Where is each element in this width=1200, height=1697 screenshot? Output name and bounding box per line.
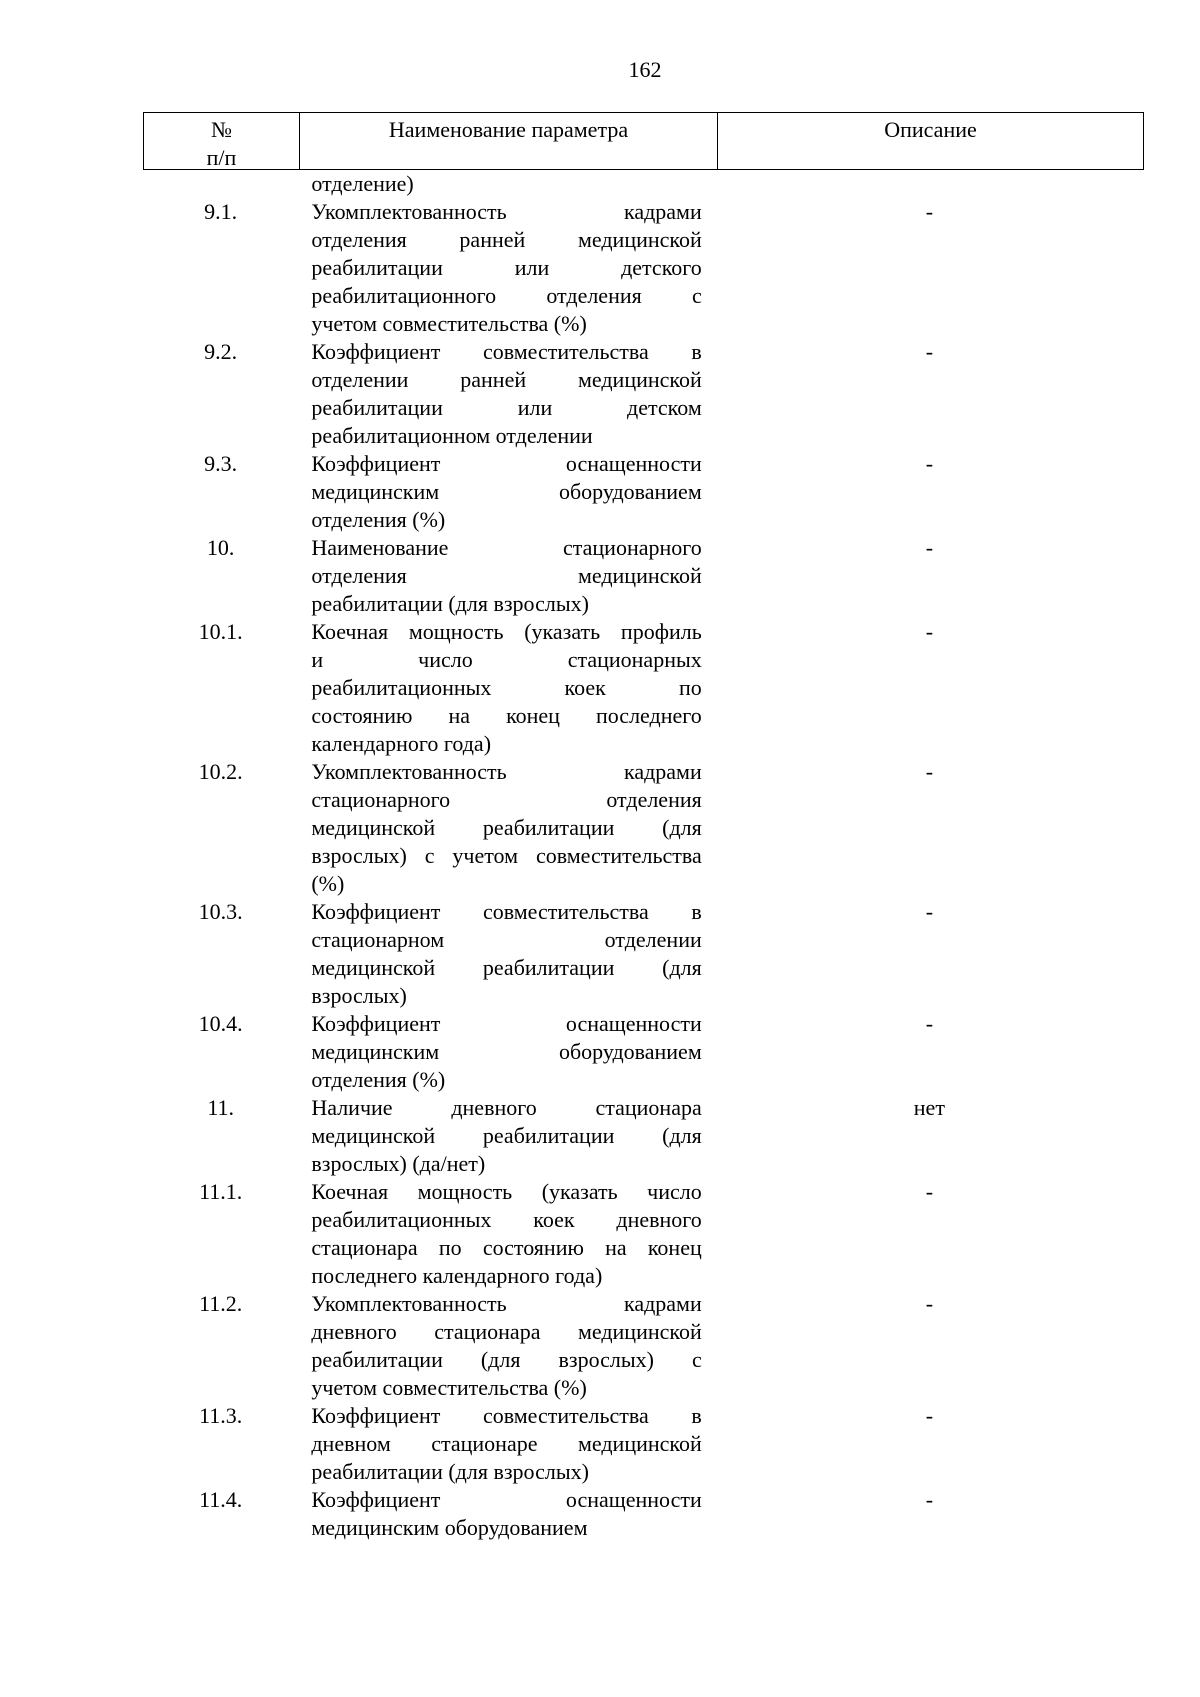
parameter-name-line: реабилитационных коек дневного [311, 1207, 702, 1232]
table-row [143, 450, 1144, 534]
row-parameter-name [311, 1010, 701, 1094]
parameter-name-line: взрослых) с учетом совместительства [311, 843, 702, 868]
parameter-name-line: отделении ранней медицинской [311, 367, 702, 392]
row-number: 11.4. [199, 1487, 243, 1512]
row-description: нет [913, 1095, 945, 1120]
row-description: - [925, 199, 934, 224]
table-row [143, 198, 1144, 338]
row-description: - [925, 1179, 934, 1204]
parameter-name-line: отделение) [311, 171, 414, 196]
table-row [143, 534, 1144, 618]
row-number: 10.4. [198, 1011, 243, 1036]
table-row [143, 1290, 1144, 1402]
row-parameter-name [311, 1178, 701, 1290]
parameter-name-line: и число стационарных [311, 647, 702, 672]
table-row [143, 170, 1144, 198]
row-number: 11. [207, 1095, 235, 1120]
row-parameter-name [311, 1094, 701, 1178]
header-parameter-name-column: Наименование параметра [300, 113, 718, 169]
parameter-name-line: отделения (%) [311, 507, 446, 532]
parameter-name-line: дневном стационаре медицинской [311, 1431, 702, 1456]
header-number-label: № [211, 117, 232, 142]
header-number-column [144, 113, 300, 169]
parameter-name-line: Укомплектованность кадрами [311, 1291, 702, 1316]
parameter-name-line: Коэффициент совместительства в [311, 339, 702, 364]
row-number: 9.1. [204, 199, 238, 224]
parameter-name-line: Коечная мощность (указать профиль [311, 619, 702, 644]
row-description: - [925, 759, 934, 784]
parameter-name-line: Коэффициент оснащенности [311, 451, 702, 476]
row-parameter-name [311, 170, 701, 198]
table-body [143, 170, 1144, 1542]
row-parameter-name [311, 1402, 701, 1486]
row-parameter-name [311, 338, 701, 450]
page-number: 162 [628, 57, 662, 82]
parameter-name-line: реабилитационном отделении [311, 423, 593, 448]
row-description: - [925, 899, 934, 924]
parameter-name-line: состоянию на конец последнего [311, 703, 702, 728]
table-row [143, 618, 1144, 758]
table-row [143, 338, 1144, 450]
parameter-name-line: Укомплектованность кадрами [311, 199, 702, 224]
row-number: 10.2. [198, 759, 243, 784]
parameter-name-line: медицинским оборудованием [311, 479, 702, 504]
row-parameter-name [311, 450, 701, 534]
row-number: 11.3. [199, 1403, 243, 1428]
parameter-name-line: отделения ранней медицинской [311, 227, 702, 252]
table-row [143, 1486, 1144, 1542]
row-number: 10.1. [198, 619, 243, 644]
row-description: - [925, 339, 934, 364]
parameter-name-line: Укомплектованность кадрами [311, 759, 702, 784]
parameter-name-line: медицинской реабилитации (для [311, 1123, 702, 1148]
parameter-name-line: стационарном отделении [311, 927, 702, 952]
table-row [143, 1094, 1144, 1178]
row-number: 9.2. [204, 339, 238, 364]
parameter-name-line: Коэффициент оснащенности [311, 1011, 702, 1036]
row-parameter-name [311, 618, 701, 758]
row-parameter-name [311, 898, 701, 1010]
row-parameter-name [311, 758, 701, 898]
row-description: - [925, 1291, 934, 1316]
row-description: - [925, 1487, 934, 1512]
parameter-name-line: медицинским оборудованием [311, 1515, 588, 1540]
parameter-name-line: Коэффициент совместительства в [311, 1403, 702, 1428]
table-header [143, 112, 1144, 170]
parameter-name-line: Коэффициент оснащенности [311, 1487, 702, 1512]
row-number: 9.3. [204, 451, 238, 476]
parameter-name-line: медицинским оборудованием [311, 1039, 702, 1064]
parameter-name-line: реабилитации (для взрослых) [311, 591, 589, 616]
parameter-name-line: взрослых) (да/нет) [311, 1151, 486, 1176]
row-description: - [925, 1403, 934, 1428]
parameter-name-line: медицинской реабилитации (для [311, 955, 702, 980]
parameter-name-line: (%) [311, 871, 345, 896]
row-parameter-name [311, 1290, 701, 1402]
row-parameter-name [311, 198, 701, 338]
table-row [143, 898, 1144, 1010]
parameter-name-line: Коэффициент совместительства в [311, 899, 702, 924]
parameter-name-line: реабилитационного отделения с [311, 283, 702, 308]
header-description-column: Описание [884, 117, 977, 142]
parameter-name-line: отделения медицинской [311, 563, 702, 588]
parameter-name-line: отделения (%) [311, 1067, 446, 1092]
table-row [143, 1178, 1144, 1290]
parameter-name-line: взрослых) [311, 983, 407, 1008]
row-description [715, 170, 1144, 198]
parameter-name-line: реабилитации (для взрослых) [311, 1459, 589, 1484]
parameter-name-line: учетом совместительства (%) [311, 311, 587, 336]
table-row [143, 1402, 1144, 1486]
row-parameter-name [311, 1486, 701, 1542]
parameter-name-line: календарного года) [311, 731, 492, 756]
parameter-name-line: Наименование стационарного [311, 535, 702, 560]
parameter-name-line: реабилитации или детском [311, 395, 702, 420]
parameter-name-line: реабилитации или детского [311, 255, 702, 280]
parameter-name-line: последнего календарного года) [311, 1263, 603, 1288]
row-description: - [925, 451, 934, 476]
row-description: - [925, 619, 934, 644]
row-description: - [925, 1011, 934, 1036]
row-parameter-name [311, 534, 701, 618]
parameter-name-line: Наличие дневного стационара [311, 1095, 702, 1120]
row-number: 11.2. [199, 1291, 243, 1316]
row-number: 11.1. [199, 1179, 243, 1204]
parameter-name-line: дневного стационара медицинской [311, 1319, 702, 1344]
header-number-sublabel: п/п [206, 145, 237, 170]
row-description: - [925, 535, 934, 560]
row-number: 10.3. [198, 899, 243, 924]
parameter-name-line: реабилитации (для взрослых) с [311, 1347, 702, 1372]
parameter-name-line: учетом совместительства (%) [311, 1375, 587, 1400]
row-number [143, 170, 298, 198]
parameter-name-line: Коечная мощность (указать число [311, 1179, 702, 1204]
parameter-name-line: медицинской реабилитации (для [311, 815, 702, 840]
parameter-name-line: реабилитационных коек по [311, 675, 702, 700]
table-row [143, 1010, 1144, 1094]
parameter-name-line: стационарного отделения [311, 787, 702, 812]
row-number: 10. [206, 535, 235, 560]
table-row [143, 758, 1144, 898]
parameter-name-line: стационара по состоянию на конец [311, 1235, 702, 1260]
